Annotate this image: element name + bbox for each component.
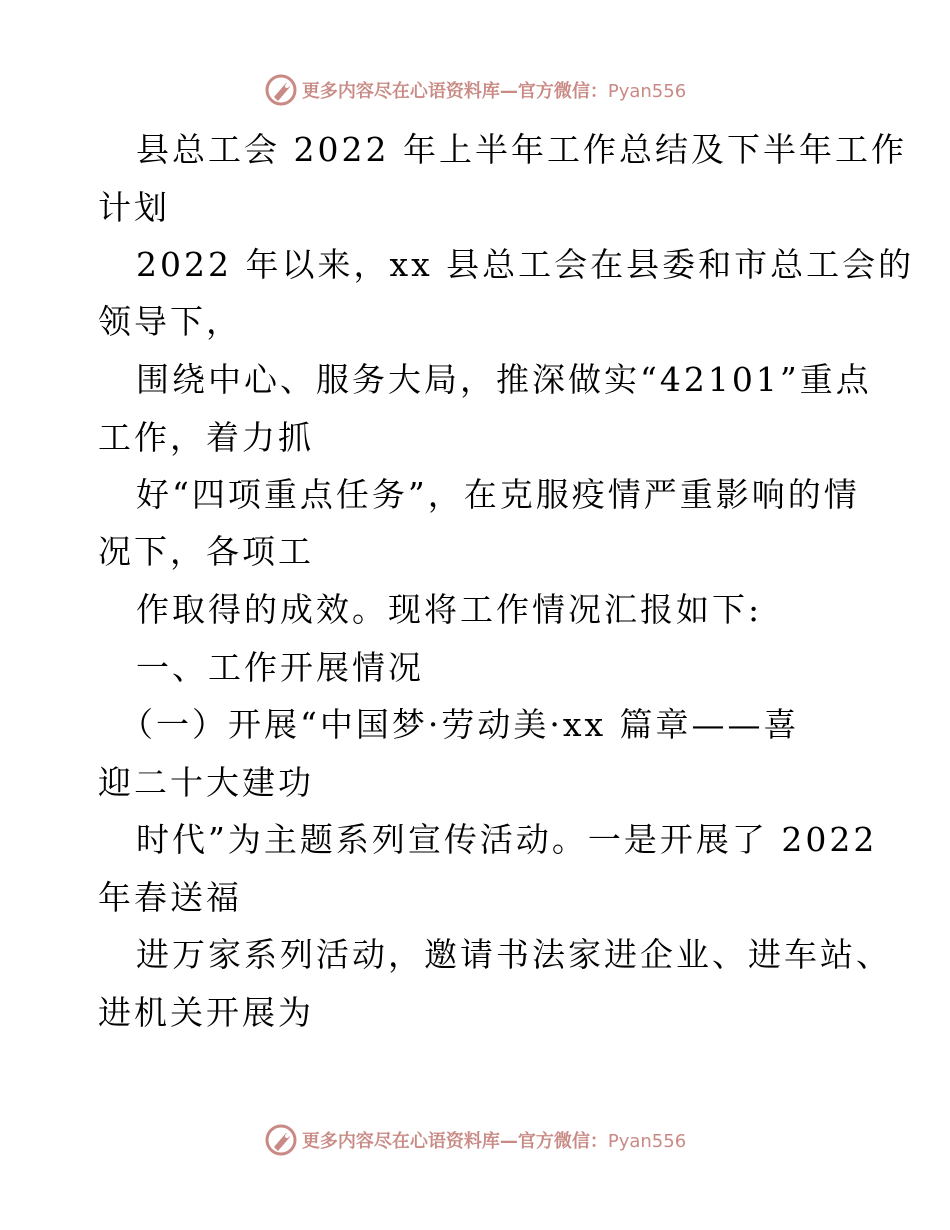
header-watermark (0, 70, 950, 110)
pen-nib-logo-icon (264, 73, 298, 107)
document-line: 好“四项重点任务”，在克服疫情严重影响的情 (136, 475, 860, 514)
document-line: （一）开展“中国梦·劳动美·xx 篇章——喜 (120, 705, 800, 744)
document-line: 迎二十大建功 (98, 763, 314, 802)
watermark-text (302, 1127, 686, 1153)
document-line: 年春送福 (98, 878, 242, 917)
document-line: 时代”为主题系列宣传活动。一是开展了 2022 (136, 820, 878, 859)
document-line: 计划 (98, 188, 170, 227)
watermark-label: 更多内容尽在心语资料库—官方微信： (301, 81, 608, 102)
document-line: 进机关开展为 (98, 993, 314, 1032)
document-line: 领导下， (98, 302, 242, 341)
document-line: 2022 年以来，xx 县总工会在县委和市总工会的 (136, 245, 915, 284)
document-line: 进万家系列活动，邀请书法家进企业、进车站、 (136, 935, 892, 974)
document-line: 作取得的成效。现将工作情况汇报如下: (136, 590, 763, 629)
watermark-text (302, 77, 686, 103)
document-line: 一、工作开展情况 (136, 648, 424, 687)
watermark-label: 更多内容尽在心语资料库—官方微信： (301, 1131, 608, 1152)
document-line: 况下，各项工 (98, 532, 314, 571)
document-line: 工作，着力抓 (98, 418, 314, 457)
watermark-id: Pyan556 (607, 81, 687, 102)
document-line: 围绕中心、服务大局，推深做实“42101”重点 (136, 360, 872, 399)
document-line: 县总工会 2022 年上半年工作总结及下半年工作 (136, 130, 907, 169)
watermark-id: Pyan556 (607, 1131, 687, 1152)
footer-watermark (0, 1120, 950, 1160)
pen-nib-logo-icon (264, 1123, 298, 1157)
